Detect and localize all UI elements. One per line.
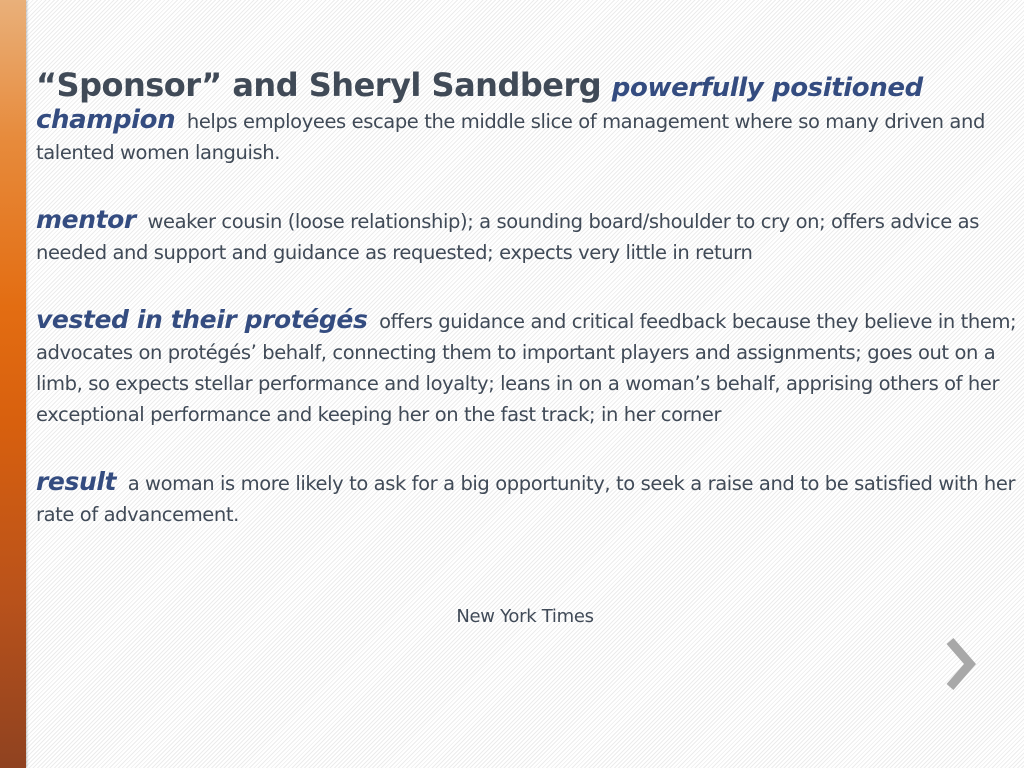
mentor-paragraph xyxy=(36,204,1018,268)
vested-description: offers guidance and critical feedback because they believe in them; advocates on protégés’ behalf, connecting them to important players and assignments; goes out on a limb, so expects stellar performance and loyalty; leans in on a woman’s behalf, apprising others of her exceptional performance and keeping her on the fast track; in her corner xyxy=(36,310,1017,426)
chevron-right-icon xyxy=(936,636,986,692)
sponsor-description: helps employees escape the middle slice of management where so many driven and talented women languish. xyxy=(36,110,985,164)
source-citation: New York Times xyxy=(456,606,594,627)
slide-content xyxy=(36,68,1018,530)
slide-heading: “Sponsor” and Sheryl Sandberg xyxy=(36,66,612,104)
result-keyword: result xyxy=(36,467,117,496)
vested-paragraph xyxy=(36,304,1018,430)
result-paragraph xyxy=(36,466,1018,530)
vested-keyword: vested in their protégés xyxy=(36,305,368,334)
sponsor-keyword: powerfully positioned champion xyxy=(36,73,923,135)
mentor-description: weaker cousin (loose relationship); a sounding board/shoulder to cry on; offers advice as needed and support and guidance as requested; expects very little in return xyxy=(36,210,979,264)
sponsor-paragraph xyxy=(36,68,1018,168)
next-slide-button[interactable] xyxy=(936,636,986,692)
result-description: a woman is more likely to ask for a big opportunity, to seek a raise and to be satisfied with her rate of advancement. xyxy=(36,472,1016,526)
side-accent-bar xyxy=(0,0,26,768)
mentor-keyword: mentor xyxy=(36,205,136,234)
